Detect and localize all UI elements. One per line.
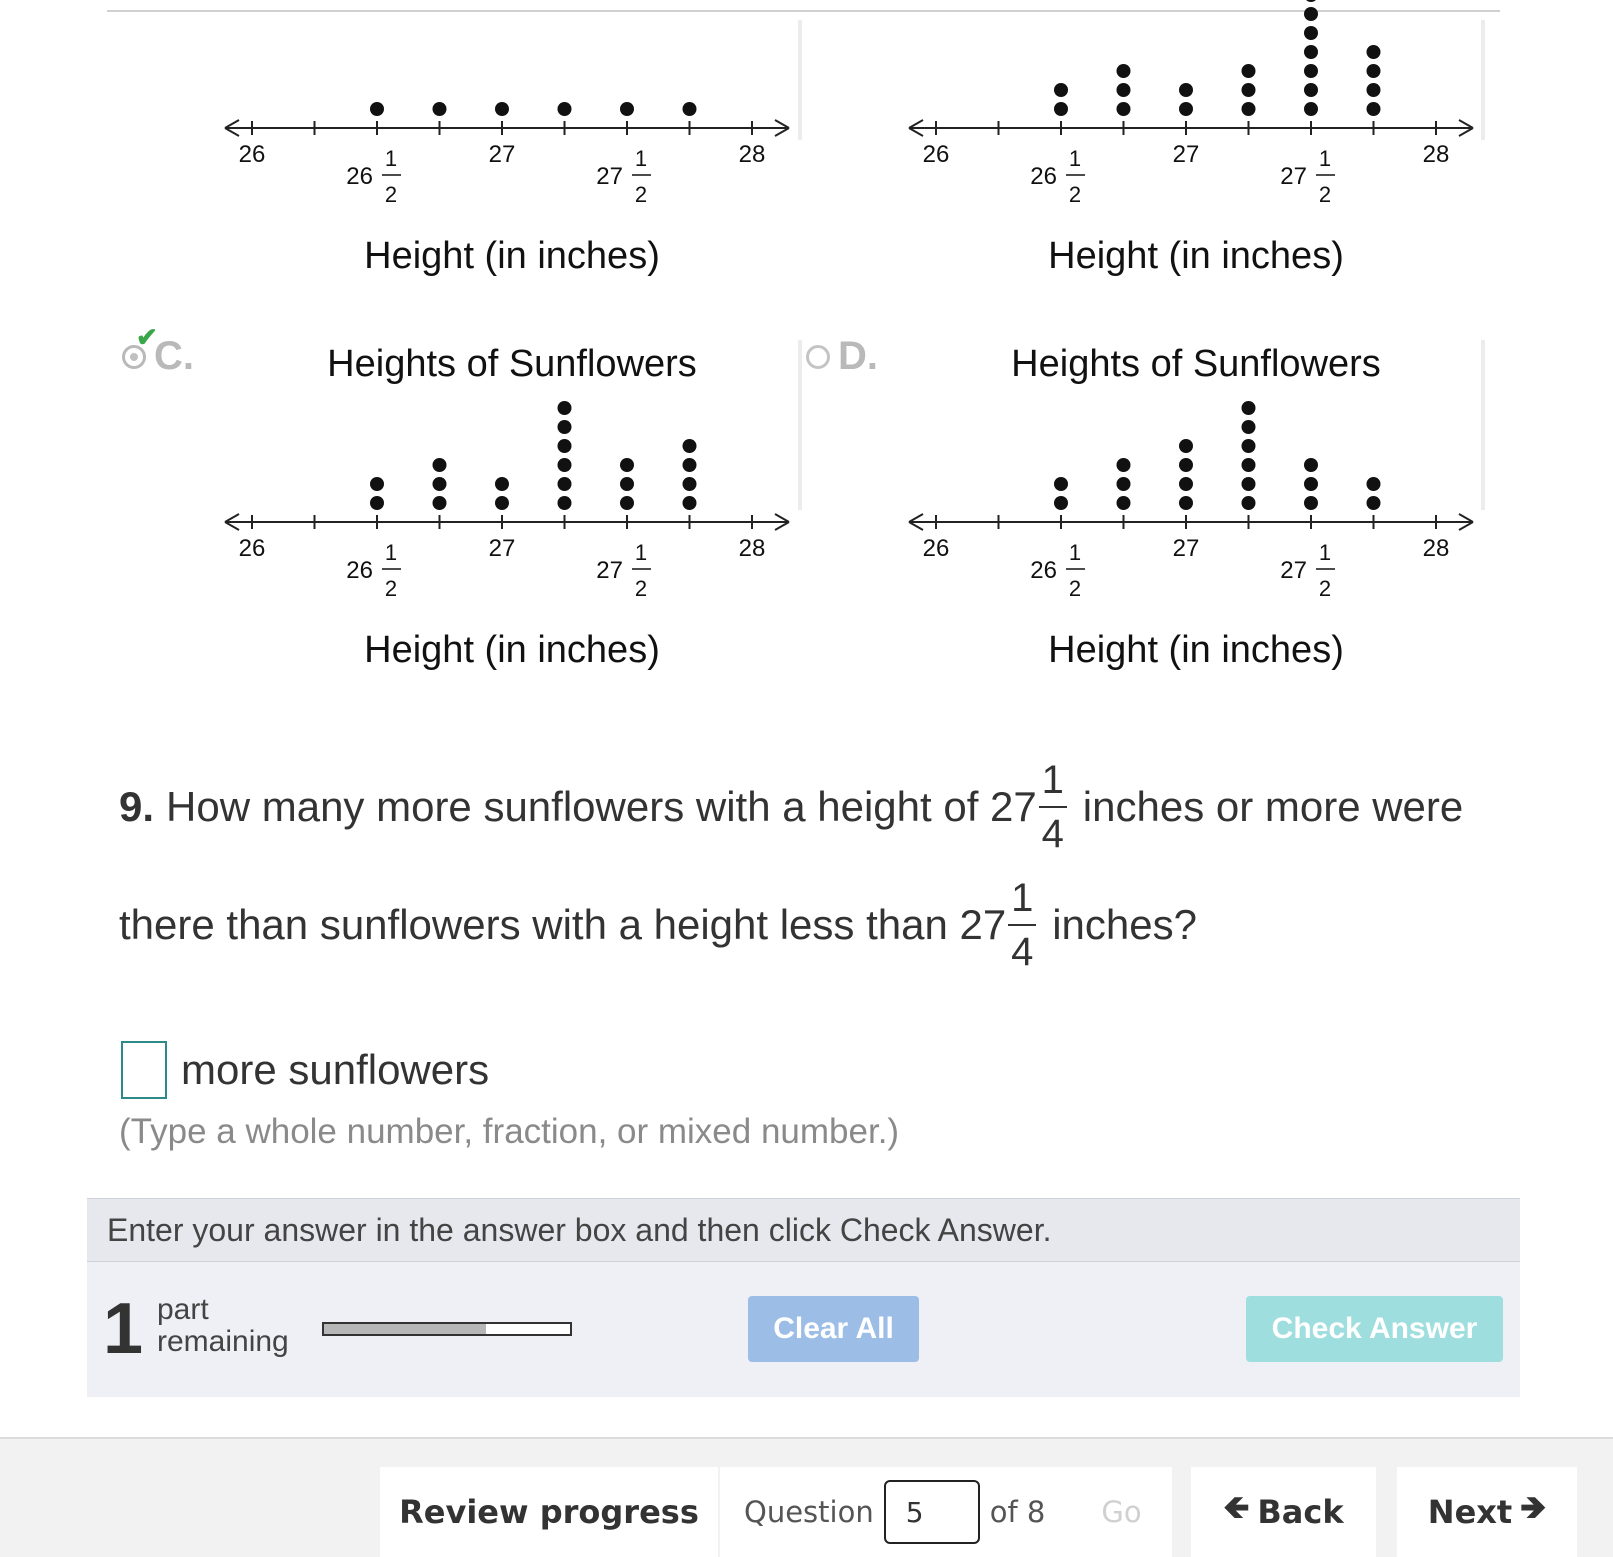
fraction-one-quarter (1039, 760, 1067, 854)
data-dot (1367, 45, 1381, 59)
data-dot (1054, 477, 1068, 491)
question-navigator (720, 1467, 1172, 1557)
data-dot (1117, 83, 1131, 97)
tick-label-numerator: 1 (1068, 540, 1082, 565)
answer-input[interactable] (121, 1041, 167, 1099)
tick-label: 27 (488, 535, 516, 562)
tick-label: 27 (1172, 141, 1200, 168)
tick-label-denominator: 2 (1318, 182, 1332, 207)
data-dot (1242, 64, 1256, 78)
data-dot (1242, 477, 1256, 491)
tick-label-numerator: 1 (1318, 146, 1332, 171)
data-dot (1179, 83, 1193, 97)
option-c-title: Heights of Sunflowers (327, 343, 697, 385)
tick-label-denominator: 2 (1068, 576, 1082, 601)
option-d-radio[interactable] (806, 345, 830, 369)
tick-label: 26 (238, 535, 266, 562)
data-dot (1054, 83, 1068, 97)
progress-fill (324, 1324, 486, 1334)
tick-label-whole: 27 (596, 557, 623, 584)
data-dot (1117, 496, 1131, 510)
option-c-plot (222, 330, 802, 680)
tick-label: 28 (1422, 141, 1450, 168)
parts-label-line1: part (157, 1293, 209, 1326)
question-number: 9. (119, 783, 155, 830)
option-d-selector[interactable] (806, 334, 878, 379)
option-d-svg (906, 330, 1486, 680)
progress-bar (322, 1322, 572, 1336)
fraction-denominator: 4 (1011, 930, 1034, 974)
checkmark-icon: ✔ (136, 322, 158, 352)
tick-label-numerator: 1 (634, 540, 648, 565)
tick-label: 28 (738, 535, 766, 562)
option-d-plot (906, 330, 1486, 680)
data-dot (1242, 83, 1256, 97)
tick-label-denominator: 2 (634, 182, 648, 207)
go-button[interactable]: Go (1101, 1495, 1142, 1529)
parts-label-line2: remaining (157, 1325, 289, 1358)
tick-label-numerator: 1 (634, 146, 648, 171)
option-c-letter: C. (154, 334, 194, 378)
data-dot (683, 439, 697, 453)
option-d-xlabel: Height (in inches) (1048, 629, 1344, 671)
data-dot (1304, 496, 1318, 510)
data-dot (1054, 102, 1068, 116)
tick-label-denominator: 2 (634, 576, 648, 601)
tick-label-denominator: 2 (1068, 182, 1082, 207)
data-dot (1179, 102, 1193, 116)
question-line1-post: inches or more were (1082, 783, 1464, 830)
option-b-xlabel: Height (in inches) (1048, 235, 1344, 277)
fraction-numerator: 1 (1041, 758, 1064, 802)
data-dot (1117, 458, 1131, 472)
tick-label: 28 (1422, 535, 1450, 562)
data-dot (558, 439, 572, 453)
tick-label-numerator: 1 (384, 540, 398, 565)
tick-label-numerator: 1 (1068, 146, 1082, 171)
next-label: Next (1427, 1493, 1513, 1531)
data-dot (1304, 7, 1318, 21)
data-dot (1242, 496, 1256, 510)
data-dot (1054, 496, 1068, 510)
arrow-right-icon: 🡺 (1520, 1488, 1547, 1526)
tick-label-whole: 26 (346, 557, 373, 584)
tick-label-numerator: 1 (1318, 540, 1332, 565)
tick-label: 26 (922, 535, 950, 562)
tick-label-numerator: 1 (384, 146, 398, 171)
data-dot (1179, 439, 1193, 453)
data-dot (495, 102, 509, 116)
data-dot (1117, 102, 1131, 116)
question-total: of 8 (989, 1495, 1046, 1529)
tick-label: 27 (1172, 535, 1200, 562)
tick-label: 26 (922, 141, 950, 168)
data-dot (370, 496, 384, 510)
back-label: Back (1257, 1493, 1344, 1531)
question-line1-pre: How many more sunflowers with a height of 27 (166, 783, 1037, 830)
data-dot (558, 477, 572, 491)
next-button[interactable] (1397, 1467, 1577, 1557)
data-dot (1242, 439, 1256, 453)
tick-label: 27 (488, 141, 516, 168)
data-dot (1304, 45, 1318, 59)
data-dot (433, 102, 447, 116)
clear-all-button[interactable]: Clear All (748, 1296, 919, 1362)
data-dot (620, 477, 634, 491)
data-dot (683, 102, 697, 116)
data-dot (558, 458, 572, 472)
option-b-svg (906, 0, 1486, 290)
answer-hint: (Type a whole number, fraction, or mixed number.) (119, 1112, 900, 1151)
tick-label: 26 (238, 141, 266, 168)
data-dot (1242, 102, 1256, 116)
footer-nav (0, 1437, 1613, 1557)
data-dot (370, 477, 384, 491)
column-divider (798, 20, 802, 140)
answer-row (121, 1041, 489, 1099)
fraction-denominator: 4 (1041, 812, 1064, 856)
data-dot (1242, 458, 1256, 472)
data-dot (683, 496, 697, 510)
data-dot (433, 477, 447, 491)
data-dot (1117, 64, 1131, 78)
option-c-selector[interactable] (122, 322, 194, 379)
data-dot (1304, 26, 1318, 40)
data-dot (1367, 102, 1381, 116)
question-line2-post: inches? (1052, 901, 1197, 948)
data-dot (683, 458, 697, 472)
tick-label-denominator: 2 (1318, 576, 1332, 601)
question-label: Question (744, 1495, 874, 1529)
data-dot (1179, 458, 1193, 472)
data-dot (433, 496, 447, 510)
data-dot (495, 477, 509, 491)
tick-label-denominator: 2 (384, 182, 398, 207)
data-dot (1367, 83, 1381, 97)
option-d-title: Heights of Sunflowers (1011, 343, 1381, 385)
data-dot (1367, 64, 1381, 78)
tick-label-whole: 27 (596, 163, 623, 190)
answer-suffix: more sunflowers (181, 1046, 490, 1093)
data-dot (1304, 83, 1318, 97)
data-dot (1304, 102, 1318, 116)
data-dot (1179, 496, 1193, 510)
parts-remaining-label (157, 1294, 289, 1358)
tick-label: 28 (738, 141, 766, 168)
data-dot (1367, 477, 1381, 491)
data-dot (1304, 0, 1318, 2)
data-dot (620, 458, 634, 472)
tick-label-whole: 27 (1280, 163, 1307, 190)
tick-label-whole: 27 (1280, 557, 1307, 584)
review-progress-button[interactable]: Review progress (380, 1467, 718, 1557)
data-dot (433, 458, 447, 472)
data-dot (1242, 420, 1256, 434)
data-dot (1179, 477, 1193, 491)
data-dot (495, 496, 509, 510)
question-line-2 (119, 878, 1197, 972)
data-dot (1304, 458, 1318, 472)
data-dot (1304, 64, 1318, 78)
instruction-message: Enter your answer in the answer box and then click Check Answer. (87, 1198, 1520, 1262)
data-dot (620, 102, 634, 116)
data-dot (558, 420, 572, 434)
data-dot (558, 496, 572, 510)
option-d-letter: D. (838, 334, 878, 378)
right-edge-divider (1481, 20, 1485, 140)
check-answer-button[interactable]: Check Answer (1246, 1296, 1503, 1362)
data-dot (558, 401, 572, 415)
data-dot (620, 496, 634, 510)
fraction-numerator: 1 (1011, 876, 1034, 920)
fraction-one-quarter (1008, 878, 1036, 972)
tick-label-denominator: 2 (384, 576, 398, 601)
option-a-svg (222, 0, 802, 290)
tick-label-whole: 26 (1030, 163, 1057, 190)
question-line-1 (119, 760, 1463, 854)
back-button[interactable] (1191, 1467, 1376, 1557)
tick-label-whole: 26 (346, 163, 373, 190)
data-dot (683, 477, 697, 491)
data-dot (1304, 477, 1318, 491)
option-b-plot (906, 0, 1486, 290)
answer-panel (87, 1198, 1520, 1397)
data-dot (1117, 477, 1131, 491)
data-dot (370, 102, 384, 116)
data-dot (1367, 496, 1381, 510)
arrow-left-icon: 🡸 (1223, 1488, 1250, 1526)
option-c-xlabel: Height (in inches) (364, 629, 660, 671)
option-a-plot (222, 0, 802, 290)
question-number-input[interactable]: 5 (884, 1480, 980, 1544)
option-c-svg (222, 330, 802, 680)
option-a-xlabel: Height (in inches) (364, 235, 660, 277)
tick-label-whole: 26 (1030, 557, 1057, 584)
data-dot (558, 102, 572, 116)
parts-remaining-count: 1 (103, 1289, 144, 1369)
data-dot (1242, 401, 1256, 415)
question-line2-pre: there than sunflowers with a height less than 27 (119, 901, 1007, 948)
